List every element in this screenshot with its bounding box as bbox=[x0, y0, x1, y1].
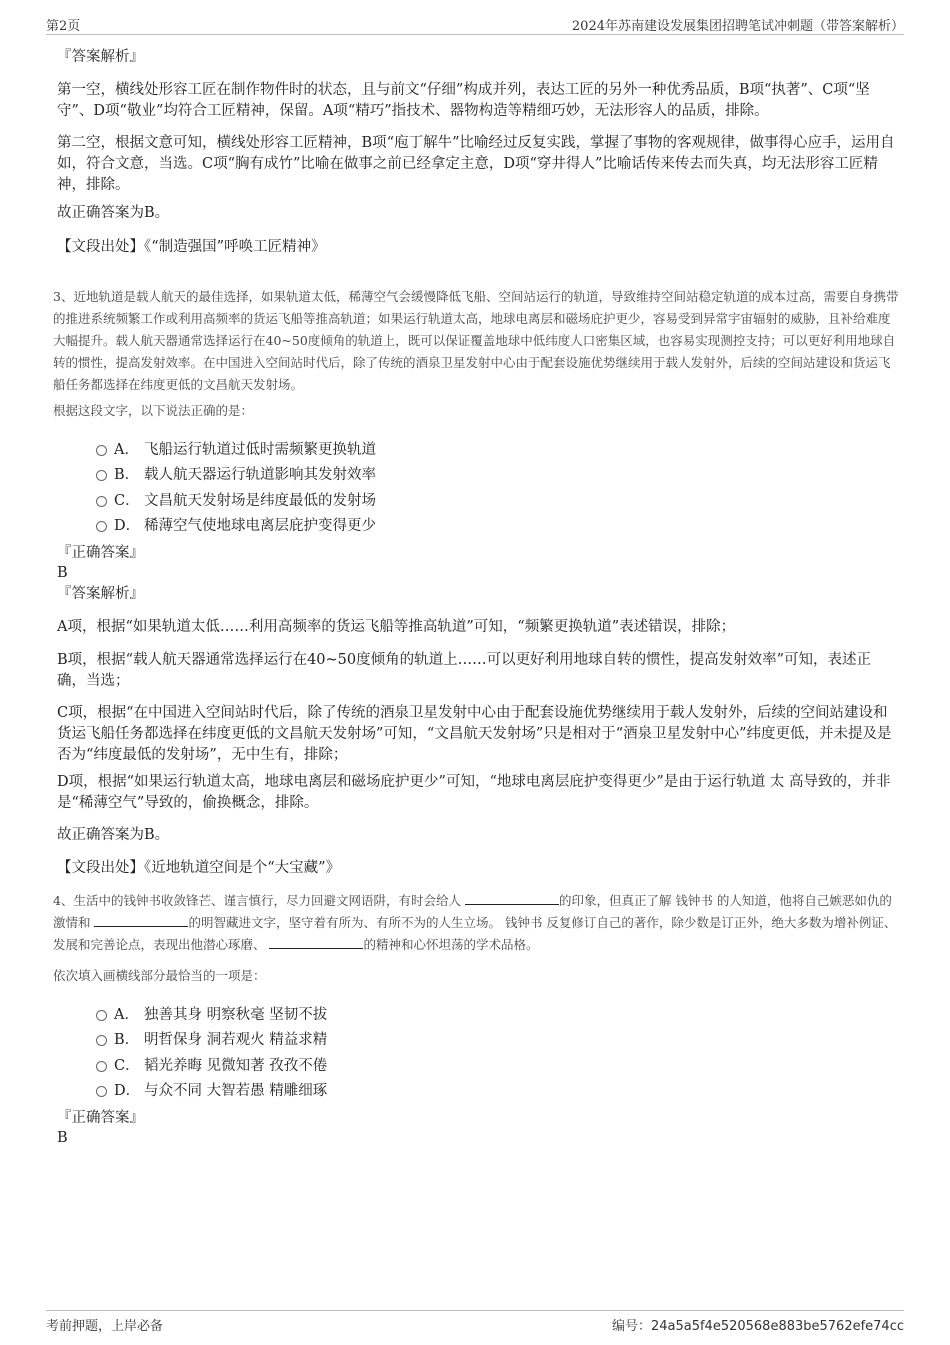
page-header bbox=[46, 14, 904, 35]
radio-icon[interactable] bbox=[96, 1086, 107, 1097]
radio-icon[interactable] bbox=[96, 445, 107, 456]
q2-analysis-label: 『答案解析』 bbox=[57, 49, 144, 65]
q3-analysis-a: A项，根据“如果轨道太低……利用高频率的货运飞船等推高轨道”可知，“频繁更换轨道”表述错误，排除； bbox=[57, 619, 736, 635]
q4-answer-label: 『正确答案』 bbox=[57, 1110, 144, 1126]
blank-2 bbox=[94, 914, 188, 927]
q3-prompt: 根据这段文字，以下说法正确的是： bbox=[53, 403, 254, 418]
q2-source: 【文段出处】《“制造强国”呼唤工匠精神》 bbox=[57, 239, 326, 255]
document-title: 2024年苏南建设发展集团招聘笔试冲刺题（带答案解析） bbox=[571, 19, 904, 34]
q3-stem: 3、近地轨道是载人航天的最佳选择，如果轨道太低，稀薄空气会缓慢降低飞船、空间站运行的轨道，导致维持空间站稳定轨道的成本过高，需要自身携带的推进系统频繁工作或利用高频率的货运飞船等推高轨道；如果运行轨道太高，地球电离层和磁场庇护更少，容易受到异常宇宙辐射的威胁，且补给难度大幅提升。载人航天器通常选择运行在40~50度倾角的轨道上，既可以保证覆盖地球中低纬度人口密集区域，也容易实现测控支持；可以更好利用地球自转的惯性，提高发射效率。在中国进入空间站时代后，除了传统的酒泉卫星发射中心由于配套设施优势继续用于载人发射外，后续的空间站建设和货运飞船任务都选择在纬度更低的文昌航天发射场。 bbox=[53, 289, 899, 392]
radio-icon[interactable] bbox=[96, 496, 107, 507]
q3-analysis-c: C项，根据“在中国进入空间站时代后，除了传统的酒泉卫星发射中心由于配套设施优势继续用于载人发射外，后续的空间站建设和货运飞船任务都选择在纬度更低的文昌航天发射场”可知，“文昌航天发射场”只是相对于“酒泉卫星发射中心”纬度更低，并未提及是否为“纬度最低的发射场”，无中生有，排除； bbox=[57, 705, 892, 763]
q3-analysis-label: 『答案解析』 bbox=[57, 586, 144, 602]
q2-analysis-para1: 第一空，横线处形容工匠在制作物件时的状态，且与前文“仔细”构成并列，表达工匠的另外一种优秀品质，B项“执著”、C项“坚守”、D项“敬业”均符合工匠精神，保留。A项“精巧”指技术、器物构造等精细巧妙，无法形容人的品质，排除。 bbox=[57, 82, 870, 119]
q2-analysis-para2: 第二空，根据文意可知，横线处形容工匠精神，B项“庖丁解牛”比喻经过反复实践，掌握了事物的客观规律，做事得心应手，运用自如，符合文意，当选。C项“胸有成竹”比喻在做事之前已经拿定主意，D项“穿井得人”比喻话传来传去而失真，均无法形容工匠精神，排除。 bbox=[57, 135, 895, 193]
document-code: 编号：24a5a5f4e520568e883be5762efe74cc bbox=[611, 1319, 904, 1334]
blank-3 bbox=[269, 936, 363, 949]
q2-conclusion: 故正确答案为B。 bbox=[57, 205, 170, 221]
radio-icon[interactable] bbox=[96, 1035, 107, 1046]
q3-source: 【文段出处】《近地轨道空间是个“大宝藏”》 bbox=[57, 860, 341, 876]
footer-slogan: 考前押题，上岸必备 bbox=[46, 1319, 164, 1334]
radio-icon[interactable] bbox=[96, 470, 107, 481]
page-footer bbox=[46, 1310, 904, 1335]
q4-prompt: 依次填入画横线部分最恰当的一项是： bbox=[53, 968, 266, 983]
q4-answer: B bbox=[57, 1130, 68, 1146]
q3-answer-label: 『正确答案』 bbox=[57, 545, 144, 561]
q4-stem: 4、生活中的钱钟书收敛锋芒、谨言慎行，尽力回避文网语阱，有时会给人 的印象，但真正了解 钱钟书 的人知道，他将自己嫉恶如仇的激情和 的明智藏进文字，坚守着有所为、有所不为的人生立场。 钱钟书 反复修订自己的著作，除少数是订正外，绝大多数为增补例证、发展和完善论点，表现出他潜心琢磨、 的精神和心怀坦荡的学术品格。 bbox=[53, 893, 897, 952]
blank-1 bbox=[465, 892, 559, 905]
radio-icon[interactable] bbox=[96, 521, 107, 532]
q3-analysis-d: D项，根据“如果运行轨道太高，地球电离层和磁场庇护更少”可知，“地球电离层庇护变得更少”是由于运行轨道 太 高导致的，并非是“稀薄空气”导致的，偷换概念，排除。 bbox=[57, 774, 891, 811]
radio-icon[interactable] bbox=[96, 1061, 107, 1072]
q3-conclusion: 故正确答案为B。 bbox=[57, 827, 170, 843]
q3-answer: B bbox=[57, 565, 68, 581]
radio-icon[interactable] bbox=[96, 1010, 107, 1021]
q3-analysis-b: B项，根据“载人航天器通常选择运行在40~50度倾角的轨道上……可以更好利用地球自转的惯性，提高发射效率”可知，表述正确，当选； bbox=[57, 652, 872, 689]
page-number: 第2页 bbox=[46, 19, 81, 34]
